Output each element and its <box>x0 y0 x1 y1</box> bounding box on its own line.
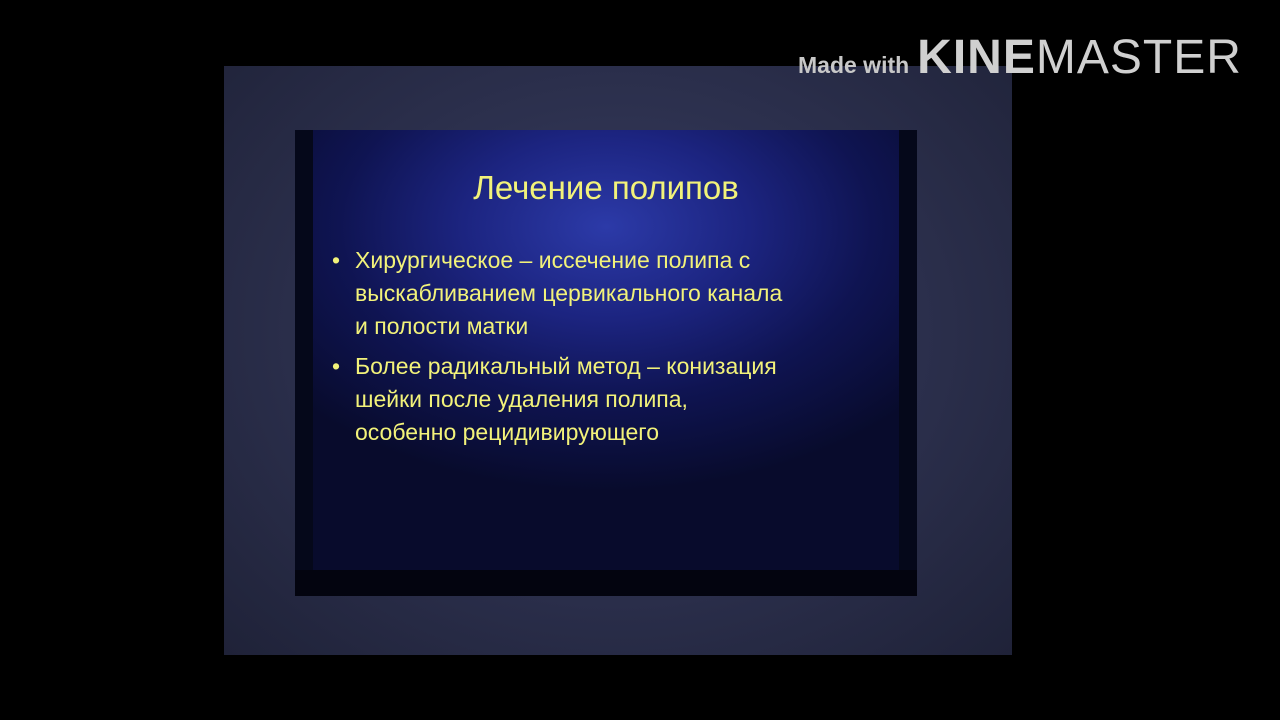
watermark-made-with: Made with <box>798 52 910 78</box>
bullet-text: Более радикальный метод – конизация шейки после удаления полипа, особенно рецидивирующего <box>355 353 777 445</box>
bullet-marker: • <box>332 353 341 379</box>
bullet-item <box>332 244 892 343</box>
bullet-list <box>332 244 892 456</box>
watermark-brand-light: MASTER <box>1035 31 1242 84</box>
bullet-marker: • <box>332 247 341 273</box>
watermark-brand-bold: KINE <box>917 31 1036 84</box>
kinemaster-watermark <box>798 30 1242 86</box>
slide-bottom-shade <box>295 570 917 596</box>
bullet-item <box>332 350 892 449</box>
slide-title: Лечение полипов <box>473 169 739 206</box>
bullet-text: Хирургическое – иссечение полипа с выскабливанием цервикального канала и полости матки <box>355 247 783 339</box>
